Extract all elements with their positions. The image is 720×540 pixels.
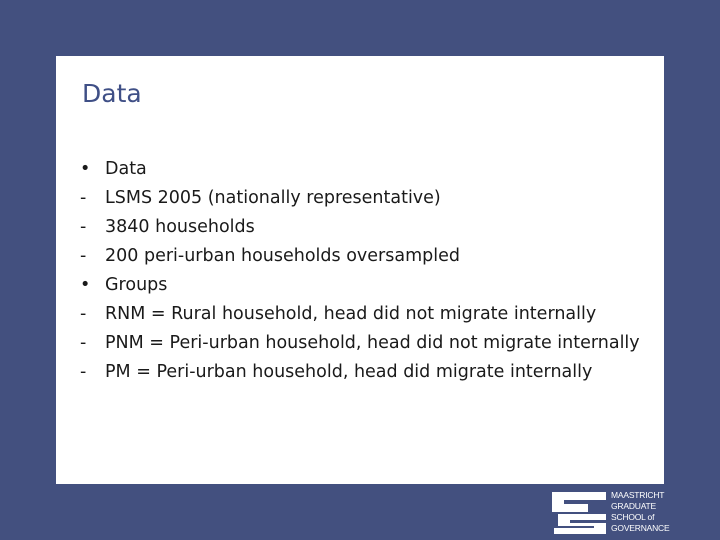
logo-line: GOVERNANCE	[611, 523, 670, 533]
list-item-text: 3840 households	[105, 217, 255, 237]
list-item-text: PM = Peri-urban household, head did migrate internally	[105, 362, 593, 382]
list-item-text: PNM = Peri-urban household, head did not migrate internally	[105, 333, 640, 353]
dash-marker: -	[80, 188, 87, 208]
list-item-text: RNM = Rural household, head did not migrate internally	[105, 304, 597, 324]
logo-line: GRADUATE	[611, 501, 656, 511]
dash-marker: -	[80, 333, 87, 353]
bullet-marker: •	[80, 275, 91, 295]
logo-line: SCHOOL of	[611, 512, 655, 522]
list-item	[80, 156, 640, 182]
list-item-text: Data	[105, 159, 147, 179]
list-item-text: Groups	[105, 275, 168, 295]
dash-marker: -	[80, 246, 87, 266]
list-item	[80, 272, 640, 298]
dash-marker: -	[80, 304, 87, 324]
list-item-text: LSMS 2005 (nationally representative)	[105, 188, 441, 208]
list-item-text: 200 peri-urban households oversampled	[105, 246, 460, 266]
bullet-list	[80, 156, 640, 388]
list-item	[80, 243, 640, 269]
slide-title: Data	[82, 79, 142, 108]
list-item	[80, 301, 640, 327]
logo-text	[611, 490, 691, 534]
list-item	[80, 185, 640, 211]
dash-marker: -	[80, 217, 87, 237]
bullet-marker: •	[80, 159, 91, 179]
list-item	[80, 214, 640, 240]
list-item	[80, 359, 640, 385]
list-item	[80, 330, 640, 356]
dash-marker: -	[80, 362, 87, 382]
logo-line: MAASTRICHT	[611, 490, 665, 500]
